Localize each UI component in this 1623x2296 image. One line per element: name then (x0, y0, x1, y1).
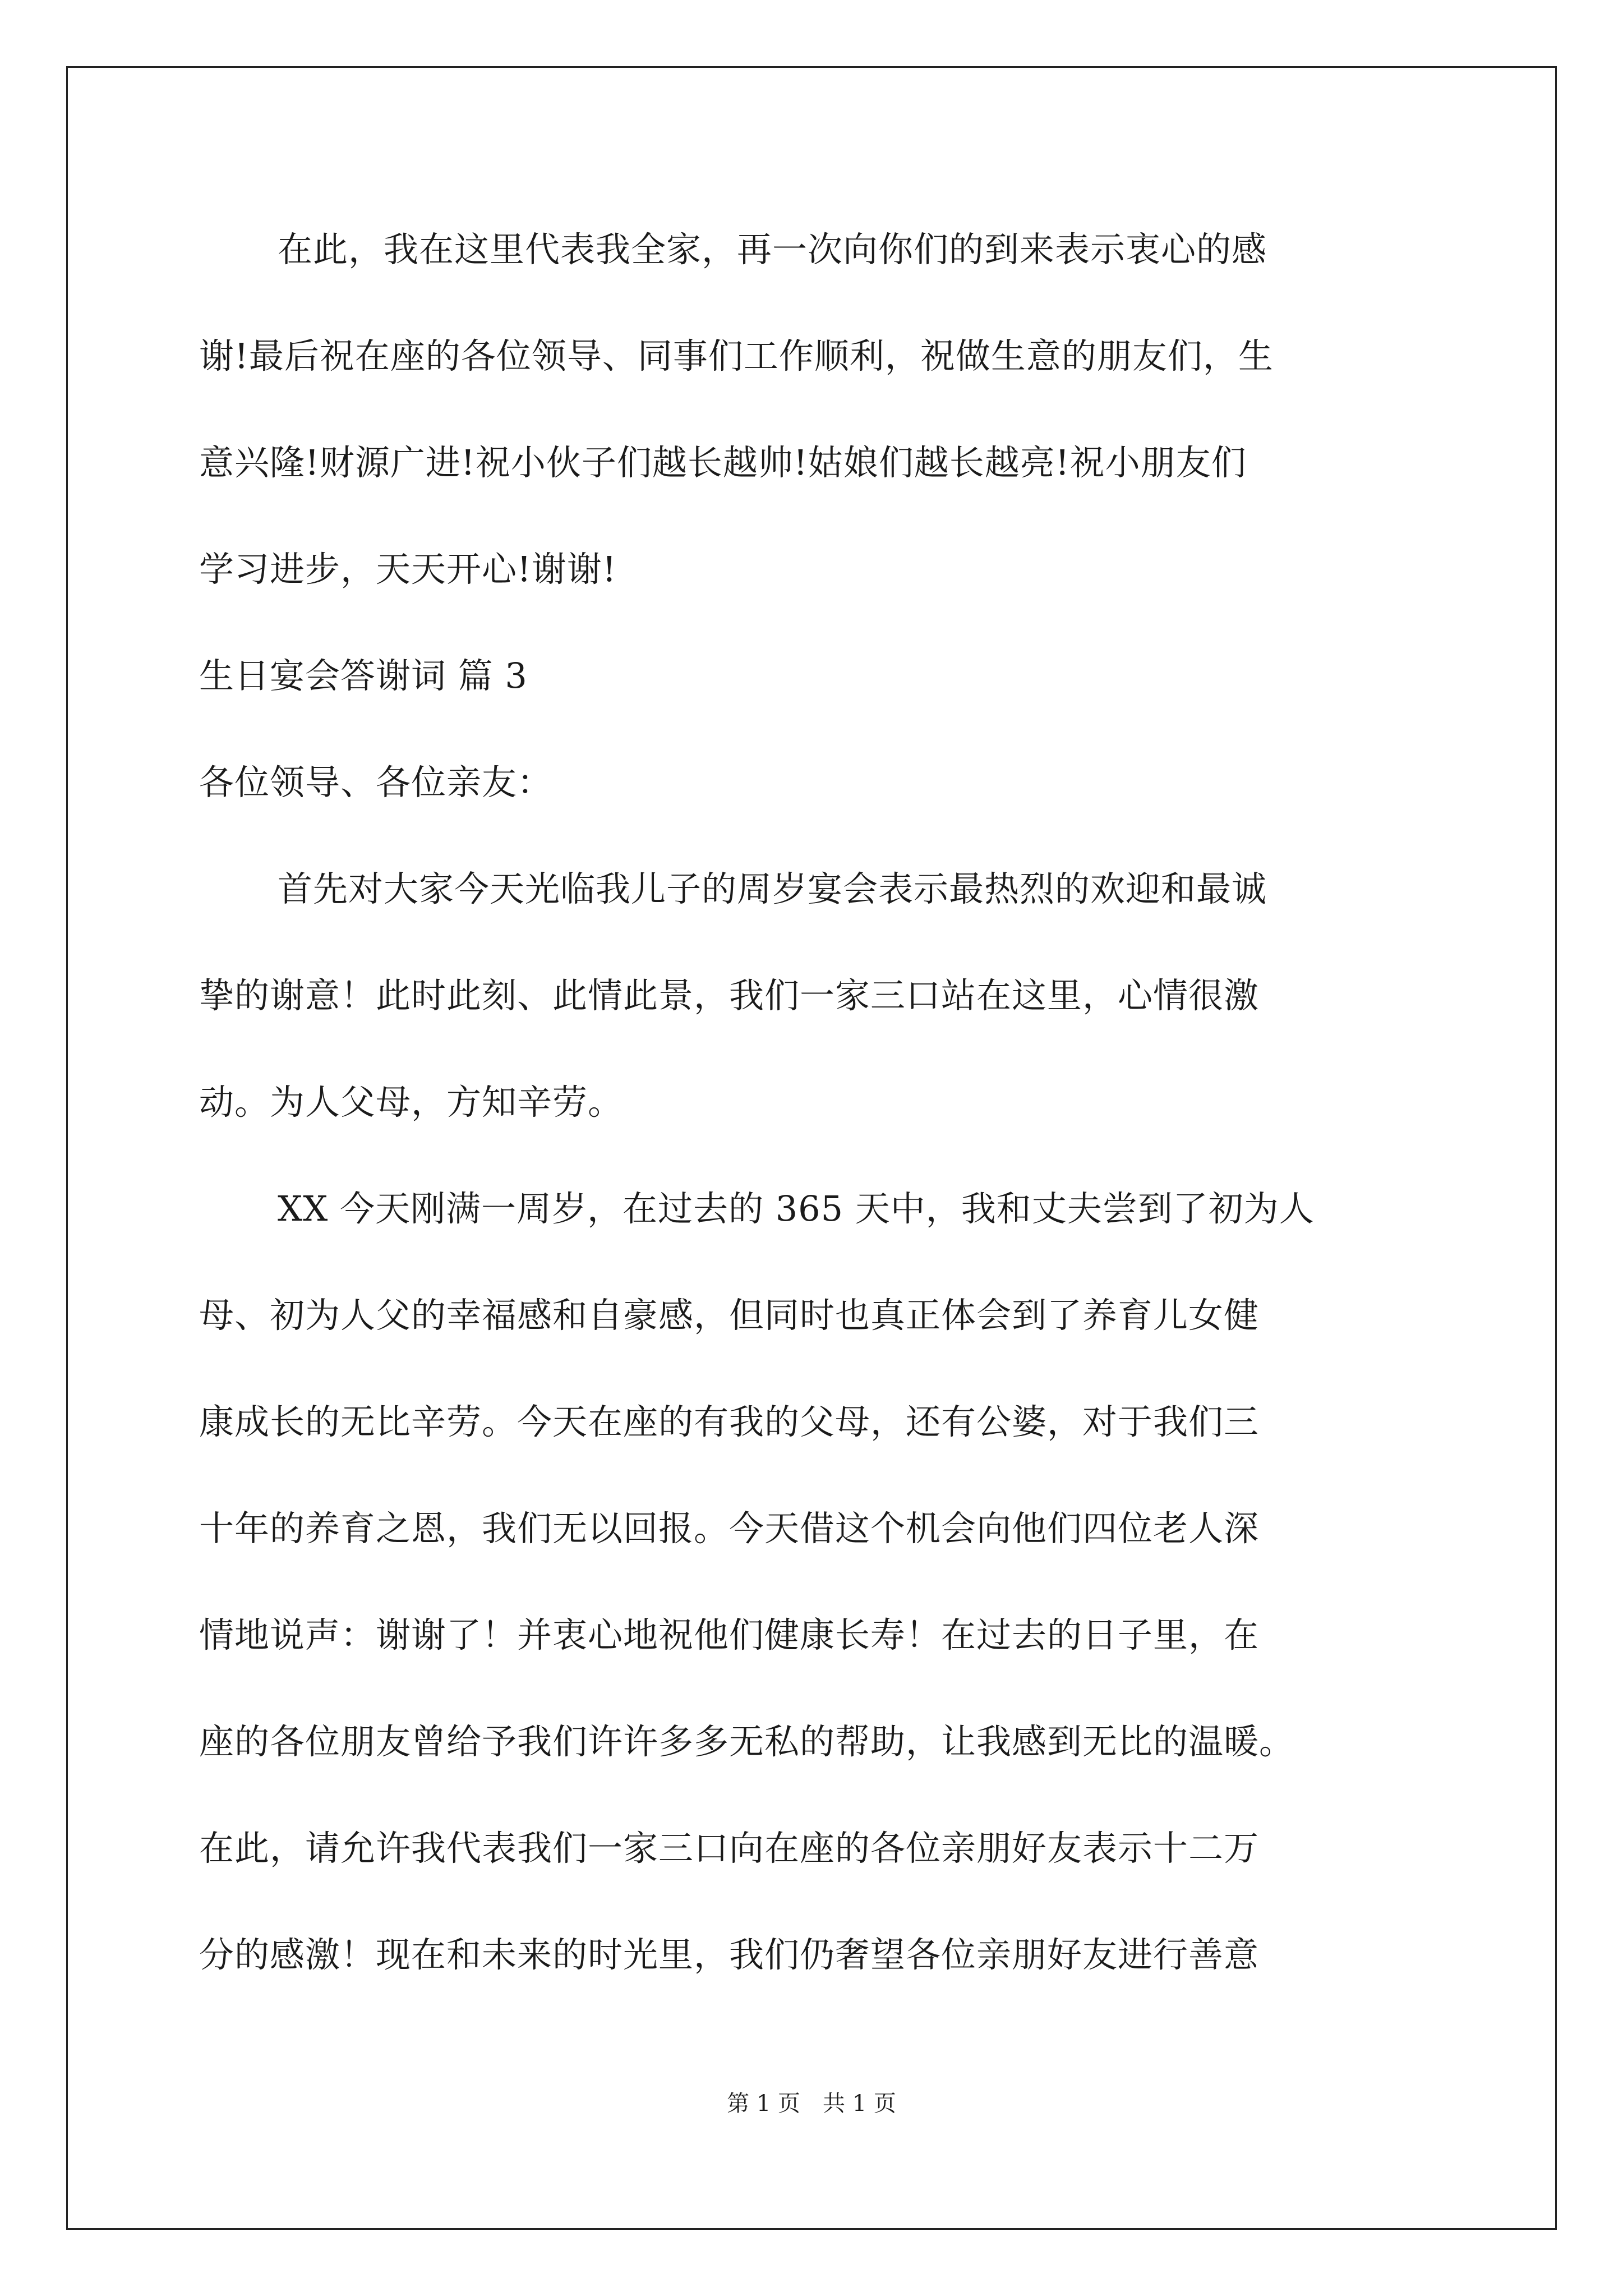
text-line: 意兴隆!财源广进!祝小伙子们越长越帅!姑娘们越长越亮!祝小朋友们 (199, 442, 1247, 483)
text-line: 母、初为人父的幸福感和自豪感，但同时也真正体会到了养育儿女健 (199, 1295, 1260, 1336)
text-line: 谢!最后祝在座的各位领导、同事们工作顺利，祝做生意的朋友们，生 (199, 335, 1274, 376)
salutation: 各位领导、各位亲友： (199, 762, 553, 803)
text-line: 座的各位朋友曾给予我们许许多多无私的帮助，让我感到无比的温暖。 (199, 1721, 1295, 1762)
text-line: 在此，请允许我代表我们一家三口向在座的各位亲朋好友表示十二万 (199, 1828, 1260, 1869)
text-line: 康成长的无比辛劳。今天在座的有我的父母，还有公婆，对于我们三 (199, 1401, 1260, 1442)
document-body (199, 213, 1433, 2025)
text-line: 首先对大家今天光临我儿子的周岁宴会表示最热烈的欢迎和最诚 (278, 868, 1267, 909)
page-number: 第 1 页 (727, 2091, 800, 2116)
text-line: XX 今天刚满一周岁，在过去的 365 天中，我和丈夫尝到了初为人 (278, 1188, 1315, 1229)
text-line: 十年的养育之恩，我们无以回报。今天借这个机会向他们四位老人深 (199, 1508, 1260, 1549)
text-line: 挚的谢意！此时此刻、此情此景，我们一家三口站在这里，心情很激 (199, 975, 1260, 1016)
text-line: 动。为人父母，方知辛劳。 (199, 1082, 624, 1122)
page-footer (0, 2087, 1623, 2120)
page-total: 共 1 页 (823, 2091, 896, 2116)
text-line: 情地说声：谢谢了！并衷心地祝他们健康长寿！在过去的日子里，在 (199, 1614, 1260, 1655)
text-line: 分的感激！现在和未来的时光里，我们仍奢望各位亲朋好友进行善意 (199, 1934, 1260, 1975)
text-line: 在此，我在这里代表我全家，再一次向你们的到来表示衷心的感 (278, 229, 1267, 270)
section-heading: 生日宴会答谢词 篇 3 (199, 655, 528, 696)
text-line: 学习进步，天天开心!谢谢! (199, 549, 617, 590)
